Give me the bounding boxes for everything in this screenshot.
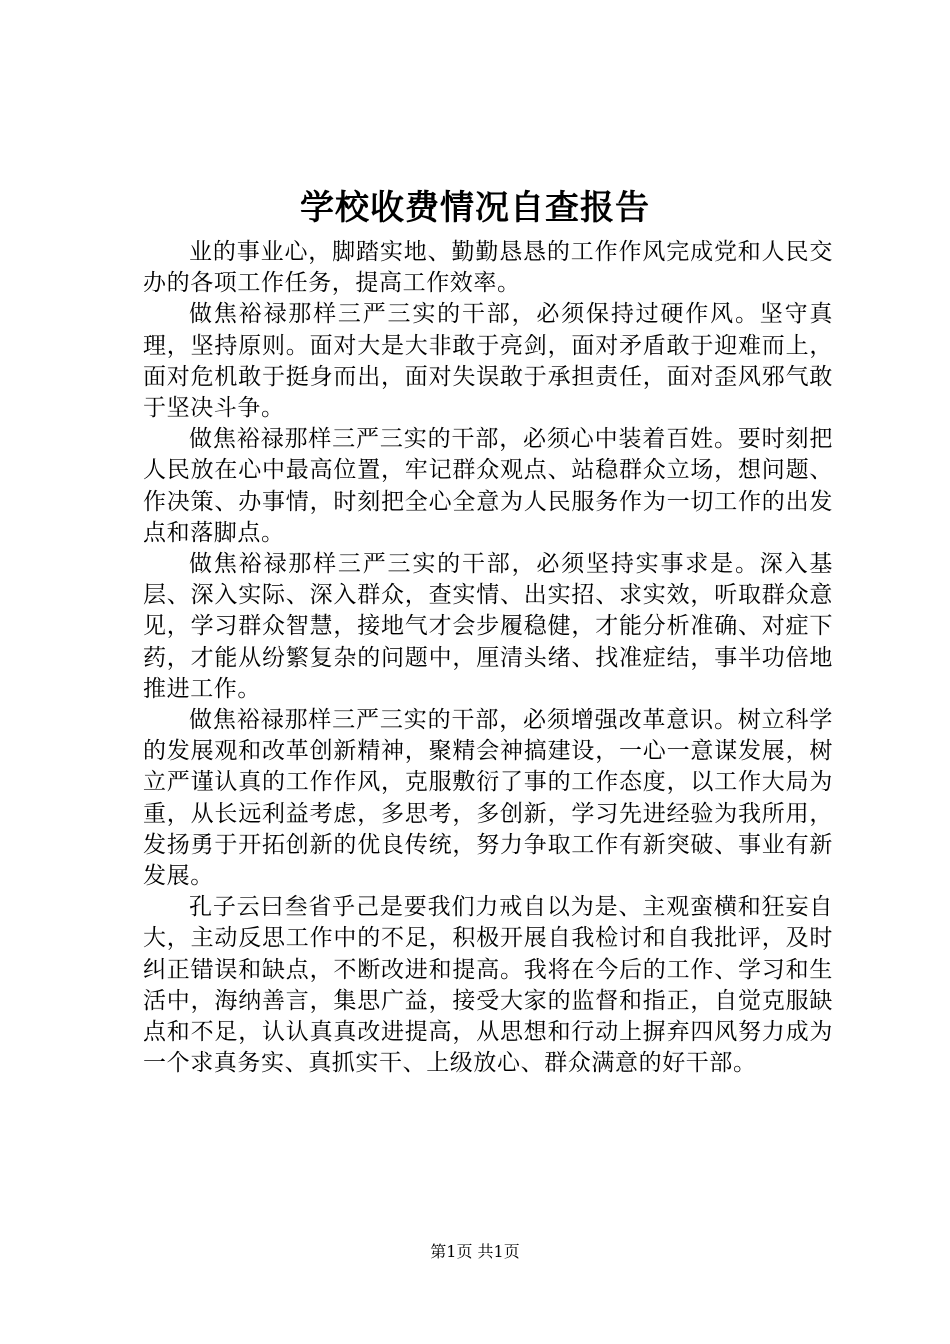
paragraph: 孔子云曰叁省乎己是要我们力戒自以为是、主观蛮横和狂妄自大，主动反思工作中的不足，积极开展自我检讨和自我批评，及时纠正错误和缺点，不断改进和提高。我将在今后的工作、学习和生活中，海纳善言，集思广益，接受大家的监督和指正，自觉克服缺点和不足，认认真真改进提高，从思想和行动上摒弃四风努力成为一个求真务实、真抓实干、上级放心、群众满意的好干部。 <box>143 894 833 1077</box>
paragraph: 做焦裕禄那样三严三实的干部，必须心中装着百姓。要时刻把人民放在心中最高位置，牢记群众观点、站稳群众立场，想问题、作决策、办事情，时刻把全心全意为人民服务作为一切工作的出发点和落脚点。 <box>143 426 833 546</box>
document-body <box>143 237 833 1079</box>
document-title: 学校收费情况自查报告 <box>300 188 650 228</box>
paragraph: 做焦裕禄那样三严三实的干部，必须保持过硬作风。坚守真理，坚持原则。面对大是大非敢于亮剑，面对矛盾敢于迎难而上，面对危机敢于挺身而出，面对失误敢于承担责任，面对歪风邪气敢于坚决斗争。 <box>143 301 833 422</box>
paragraph: 业的事业心，脚踏实地、勤勤恳恳的工作作风完成党和人民交办的各项工作任务，提高工作效率。 <box>143 239 833 297</box>
paragraph: 做焦裕禄那样三严三实的干部，必须坚持实事求是。深入基层、深入实际、深入群众，查实情、出实招、求实效，听取群众意见，学习群众智慧，接地气才会步履稳健，才能分析准确、对症下药，才能从纷繁复杂的问题中，厘清头绪、找准症结，事半功倍地推进工作。 <box>143 551 833 702</box>
paragraph: 做焦裕禄那样三严三实的干部，必须增强改革意识。树立科学的发展观和改革创新精神，聚精会神搞建设，一心一意谋发展，树立严谨认真的工作作风，克服敷衍了事的工作态度，以工作大局为重，从长远利益考虑，多思考，多创新，学习先进经验为我所用，发扬勇于开拓创新的优良传统，努力争取工作有新突破、事业有新发展。 <box>143 707 833 890</box>
page-footer: 第1页 共1页 <box>430 1242 520 1261</box>
